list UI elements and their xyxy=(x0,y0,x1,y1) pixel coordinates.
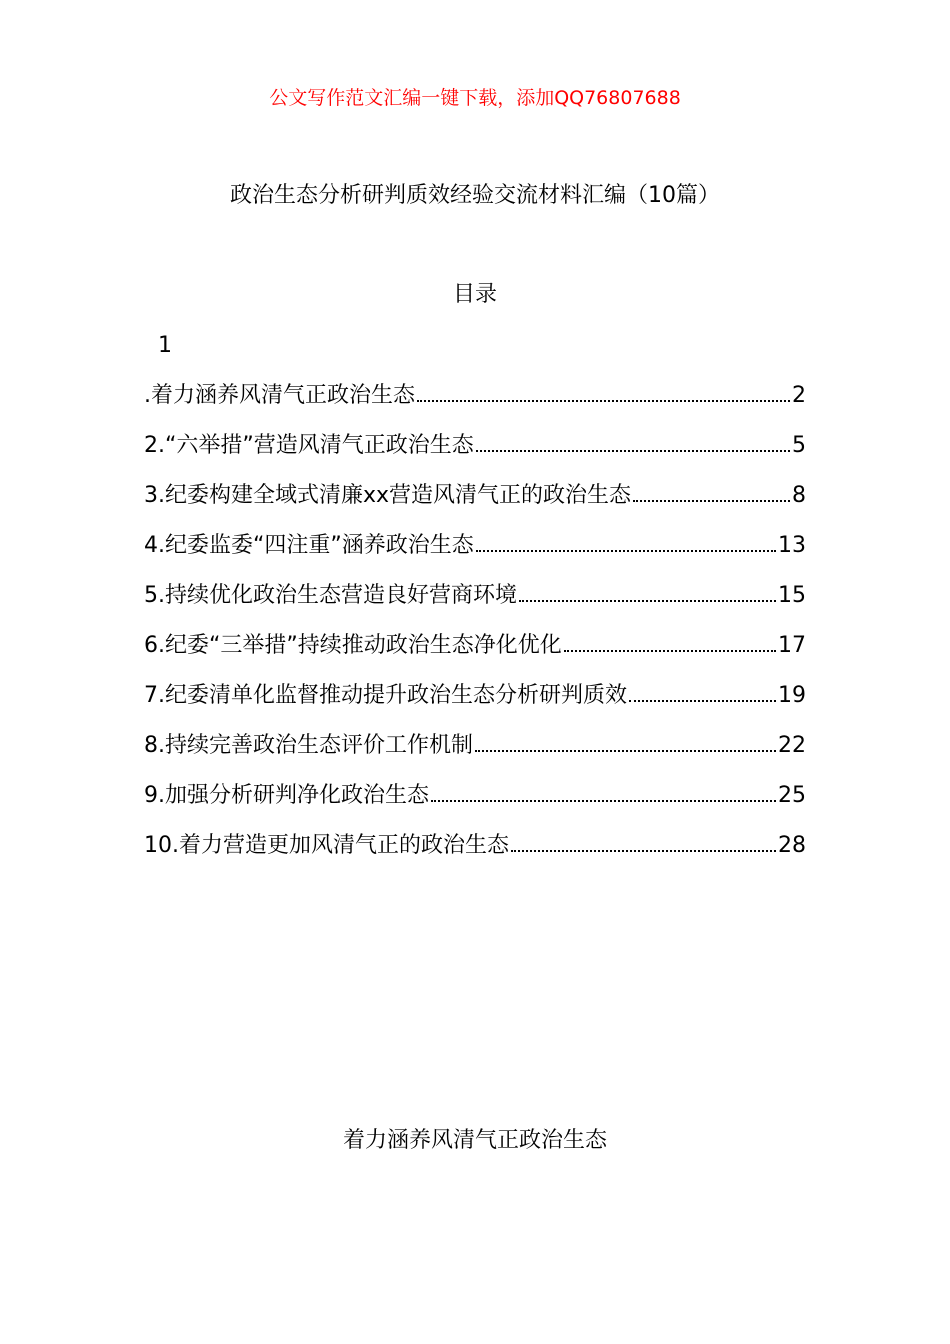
toc-entry[interactable] xyxy=(144,728,806,778)
toc-entry-page: 17 xyxy=(778,633,806,658)
toc-entry-page: 19 xyxy=(778,683,806,708)
toc-entry-title: 4.纪委监委“四注重”涵养政治生态 xyxy=(144,533,474,558)
table-of-contents xyxy=(144,378,806,878)
toc-leader-dots xyxy=(417,378,790,402)
toc-leader-dots xyxy=(476,428,790,452)
toc-leader-dots xyxy=(633,478,790,502)
toc-entry-title: 8.持续完善政治生态评价工作机制 xyxy=(144,733,473,758)
toc-entry-title: 9.加强分析研判净化政治生态 xyxy=(144,783,429,808)
document-title: 政治生态分析研判质效经验交流材料汇编（10篇） xyxy=(230,183,720,208)
toc-heading: 目录 xyxy=(452,282,497,307)
toc-entry[interactable] xyxy=(144,478,806,528)
toc-entry-page: 13 xyxy=(778,533,806,558)
toc-leader-dots xyxy=(475,728,776,752)
toc-leader-dots xyxy=(564,628,776,652)
toc-leader-dots xyxy=(519,578,776,602)
download-banner: 公文写作范文汇编一键下载，添加QQ76807688 xyxy=(269,87,681,109)
toc-entry-title: 2.“六举措”营造风清气正政治生态 xyxy=(144,433,474,458)
toc-entry-title: 5.持续优化政治生态营造良好营商环境 xyxy=(144,583,517,608)
toc-leader-dots xyxy=(431,778,776,802)
toc-entry[interactable] xyxy=(144,778,806,828)
toc-entry-page: 15 xyxy=(778,583,806,608)
toc-entry[interactable] xyxy=(144,528,806,578)
toc-leader-dots xyxy=(511,828,776,852)
toc-entry-page: 5 xyxy=(792,433,806,458)
toc-entry-prefix: 1 xyxy=(158,333,172,358)
toc-entry[interactable] xyxy=(144,628,806,678)
toc-entry[interactable] xyxy=(144,828,806,878)
toc-entry-page: 28 xyxy=(778,833,806,858)
toc-entry-page: 22 xyxy=(778,733,806,758)
toc-entry-page: 2 xyxy=(792,383,806,408)
toc-entry-title: 3.纪委构建全域式清廉xx营造风清气正的政治生态 xyxy=(144,483,632,508)
toc-entry-title: .着力涵养风清气正政治生态 xyxy=(144,383,415,408)
toc-entry[interactable] xyxy=(144,578,806,628)
toc-entry-title: 10.着力营造更加风清气正的政治生态 xyxy=(144,833,509,858)
toc-entry-page: 25 xyxy=(778,783,806,808)
toc-leader-dots xyxy=(629,678,776,702)
toc-entry[interactable] xyxy=(144,378,806,428)
toc-leader-dots xyxy=(476,528,776,552)
toc-entry[interactable] xyxy=(144,678,806,728)
toc-entry-page: 8 xyxy=(792,483,806,508)
toc-entry[interactable] xyxy=(144,428,806,478)
toc-entry-title: 7.纪委清单化监督推动提升政治生态分析研判质效 xyxy=(144,683,627,708)
toc-entry-title: 6.纪委“三举措”持续推动政治生态净化优化 xyxy=(144,633,562,658)
section-heading: 着力涵养风清气正政治生态 xyxy=(342,1128,607,1153)
